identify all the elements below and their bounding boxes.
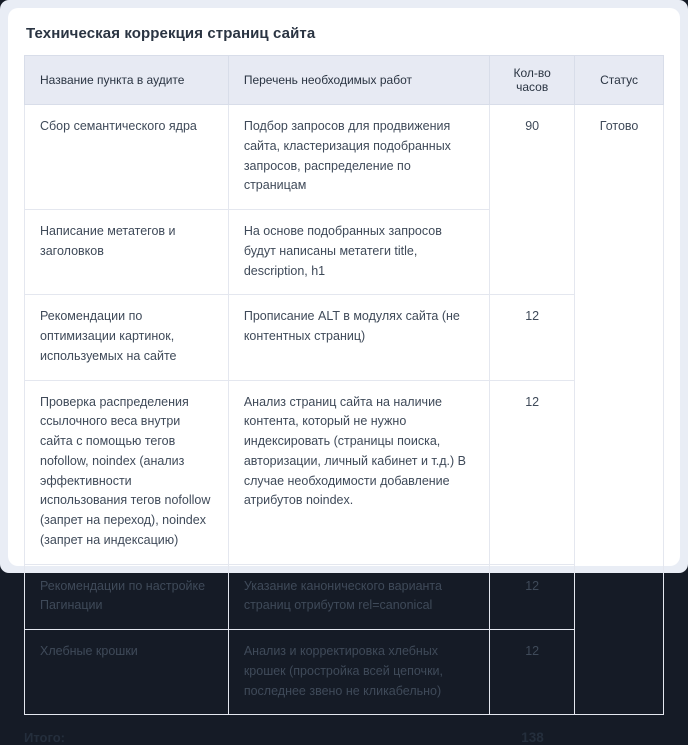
works-cell: Анализ и корректировка хлебных крошек (простройка всей цепочки, последнее звено не кликабельно)	[228, 630, 489, 715]
table-row	[25, 630, 664, 715]
header-row	[25, 56, 664, 105]
audit-table	[24, 55, 664, 715]
hours-cell: 12	[490, 630, 575, 715]
works-cell: Анализ страниц сайта на наличие контента, который не нужно индексировать (страницы поиска, авторизации, личный кабинет и т.д.) В случае необходимости добавление атрибутов noindex.	[228, 380, 489, 564]
total-hours: 138	[521, 730, 544, 745]
hours-cell: 12	[490, 295, 575, 380]
audit-item-cell: Сбор семантического ядра	[25, 105, 229, 210]
audit-item-cell: Написание метатегов и заголовков	[25, 210, 229, 295]
table-row	[25, 105, 664, 210]
header-cell: Статус	[575, 56, 664, 105]
hours-cell: 90	[490, 105, 575, 295]
total-label: Итого:	[24, 730, 65, 745]
works-cell: На основе подобранных запросов будут написаны метатеги title, description, h1	[228, 210, 489, 295]
audit-item-cell: Проверка распределения ссылочного веса внутри сайта с помощью тегов nofollow, noindex (анализ эффективности использования тегов nofollow (запрет на переход), noindex (запрет на индексацию)	[25, 380, 229, 564]
works-cell: Указание канонического варианта страниц отрибутом rel=canonical	[228, 564, 489, 630]
header-cell: Кол-во часов	[490, 56, 575, 105]
report-card	[8, 8, 680, 745]
works-cell: Подбор запросов для продвижения сайта, кластеризация подобранных запросов, распределение по страницам	[228, 105, 489, 210]
hours-cell: 12	[490, 380, 575, 564]
hours-cell: 12	[490, 564, 575, 630]
page-title: Техническая коррекция страниц сайта	[26, 25, 316, 42]
audit-item-cell: Рекомендации по настройке Пагинации	[25, 564, 229, 630]
works-cell: Прописание ALT в модулях сайта (не контентных страниц)	[228, 295, 489, 380]
table-header	[25, 56, 664, 105]
table-row	[25, 564, 664, 630]
header-cell: Название пункта в аудите	[25, 56, 229, 105]
header-cell: Перечень необходимых работ	[228, 56, 489, 105]
table-body	[25, 105, 664, 715]
audit-item-cell: Рекомендации по оптимизации картинок, используемых на сайте	[25, 295, 229, 380]
table-row	[25, 380, 664, 564]
audit-item-cell: Хлебные крошки	[25, 630, 229, 715]
table-footer	[24, 715, 664, 745]
status-cell: Готово	[575, 105, 664, 715]
table-row	[25, 295, 664, 380]
